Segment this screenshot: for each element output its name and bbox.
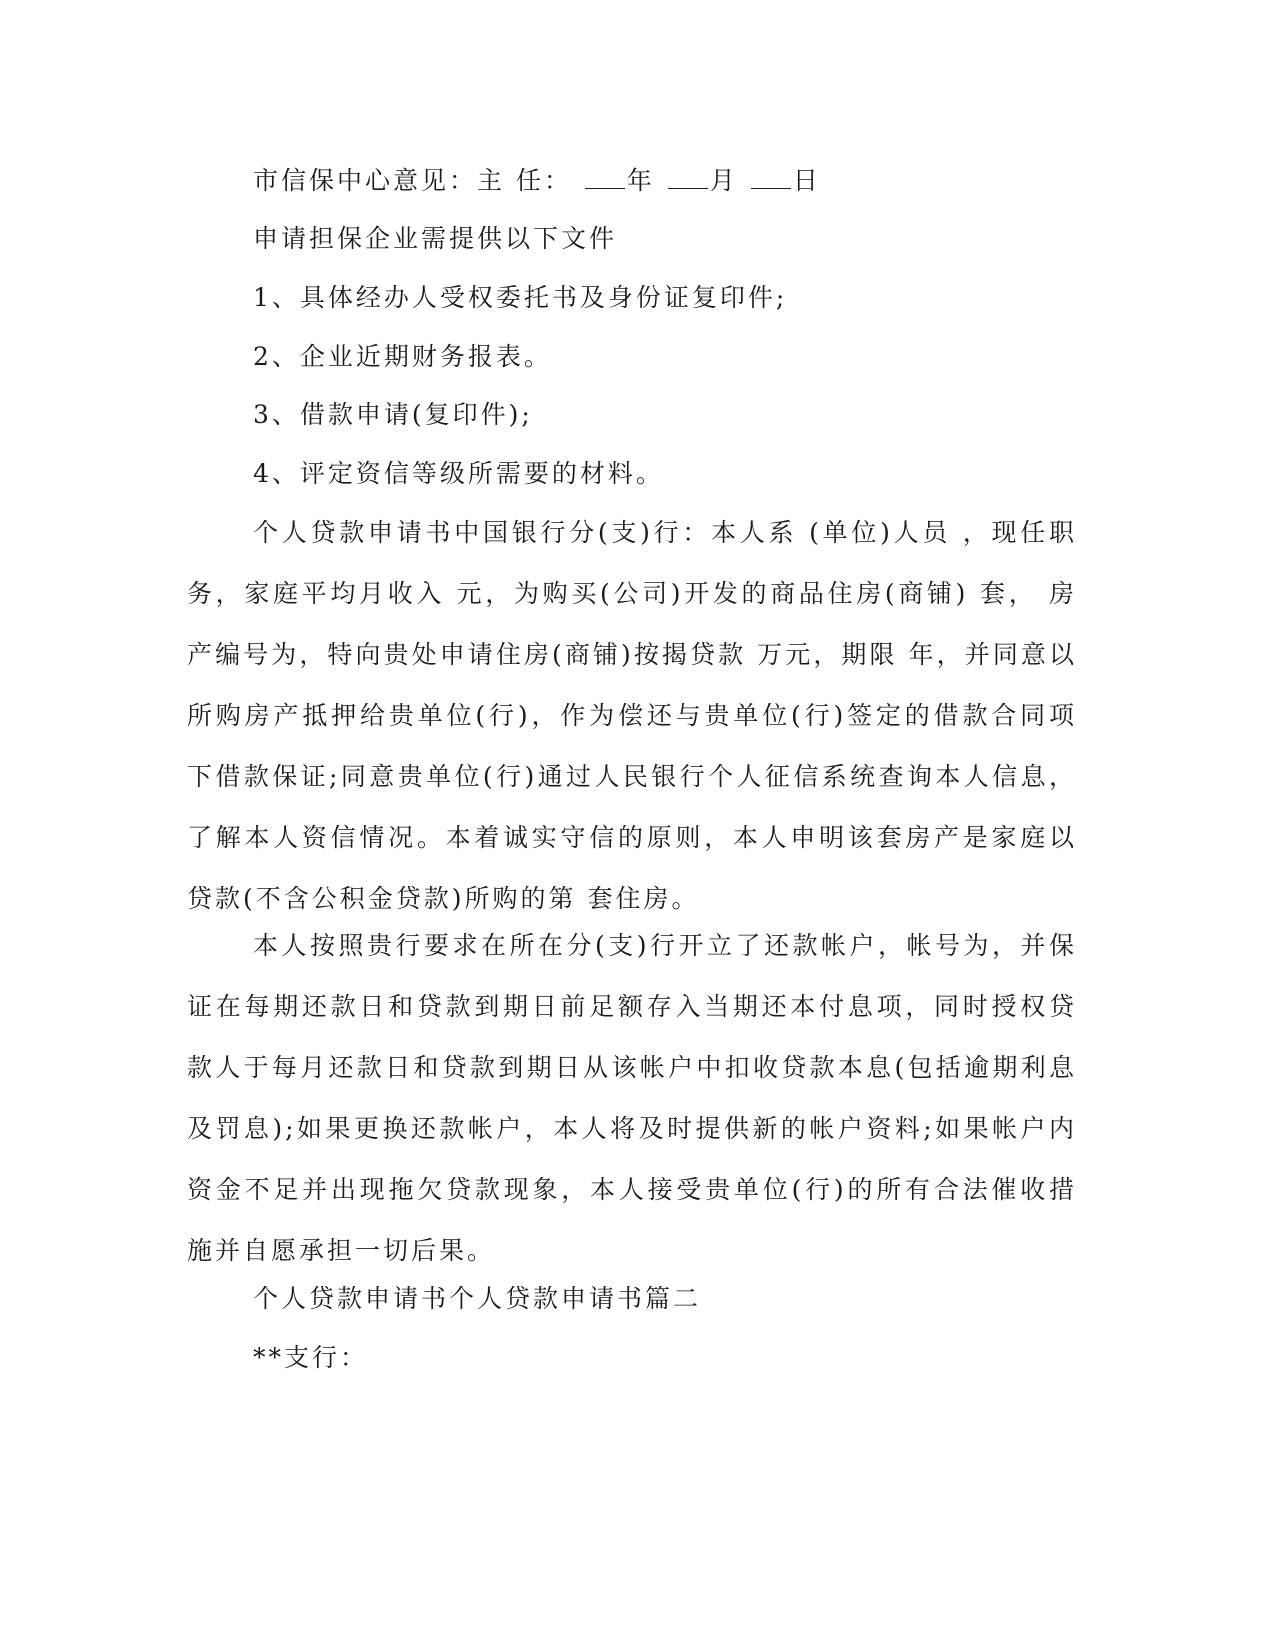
loan-application-paragraph: 个人贷款申请书中国银行分(支)行：本人系 (单位)人员 ，现任职务，家庭平均月收入 元，为购买(公司)开发的商品住房(商铺) 套， 房产编号为，特向贵处申请住房(商铺)按揭贷款 万元，期限 年，并同意以所购房产抵押给贵单位(行)，作为偿还与贵单位(行)签定的借款合同项下借款保证;同意贵单位(行)通过人民银行个人征信系统查询本人信息，了解本人资信情况。本着诚实守信的原则，本人申明该套房产是家庭以贷款(不含公积金贷款)所购的第 套住房。 [187, 518, 1077, 913]
year-label: 年 [626, 166, 655, 195]
required-docs-heading: 申请担保企业需提供以下文件 [253, 224, 618, 253]
required-doc-item-4: 4、评定资信等级所需要的材料。 [253, 459, 664, 488]
month-blank [668, 166, 708, 189]
required-doc-item-2: 2、企业近期财务报表。 [253, 342, 552, 371]
year-blank [585, 166, 625, 189]
month-label: 月 [709, 166, 738, 195]
day-label: 日 [792, 166, 821, 195]
opinion-label: 市信保中心意见：主 任： [253, 166, 572, 195]
required-doc-item-3: 3、借款申请(复印件); [253, 400, 533, 429]
day-blank [751, 166, 791, 189]
required-doc-item-1: 1、具体经办人受权委托书及身份证复印件; [253, 283, 788, 312]
opinion-line [253, 165, 821, 197]
section-title: 个人贷款申请书个人贷款申请书篇二 [253, 1284, 702, 1313]
salutation: **支行： [253, 1343, 369, 1372]
repayment-account-paragraph: 本人按照贵行要求在所在分(支)行开立了还款帐户，帐号为，并保证在每期还款日和贷款到期日前足额存入当期还本付息项，同时授权贷款人于每月还款日和贷款到期日从该帐户中扣收贷款本息(包括逾期利息及罚息);如果更换还款帐户，本人将及时提供新的帐户资料;如果帐户内资金不足并出现拖欠贷款现象，本人接受贵单位(行)的所有合法催收措施并自愿承担一切后果。 [187, 931, 1077, 1265]
